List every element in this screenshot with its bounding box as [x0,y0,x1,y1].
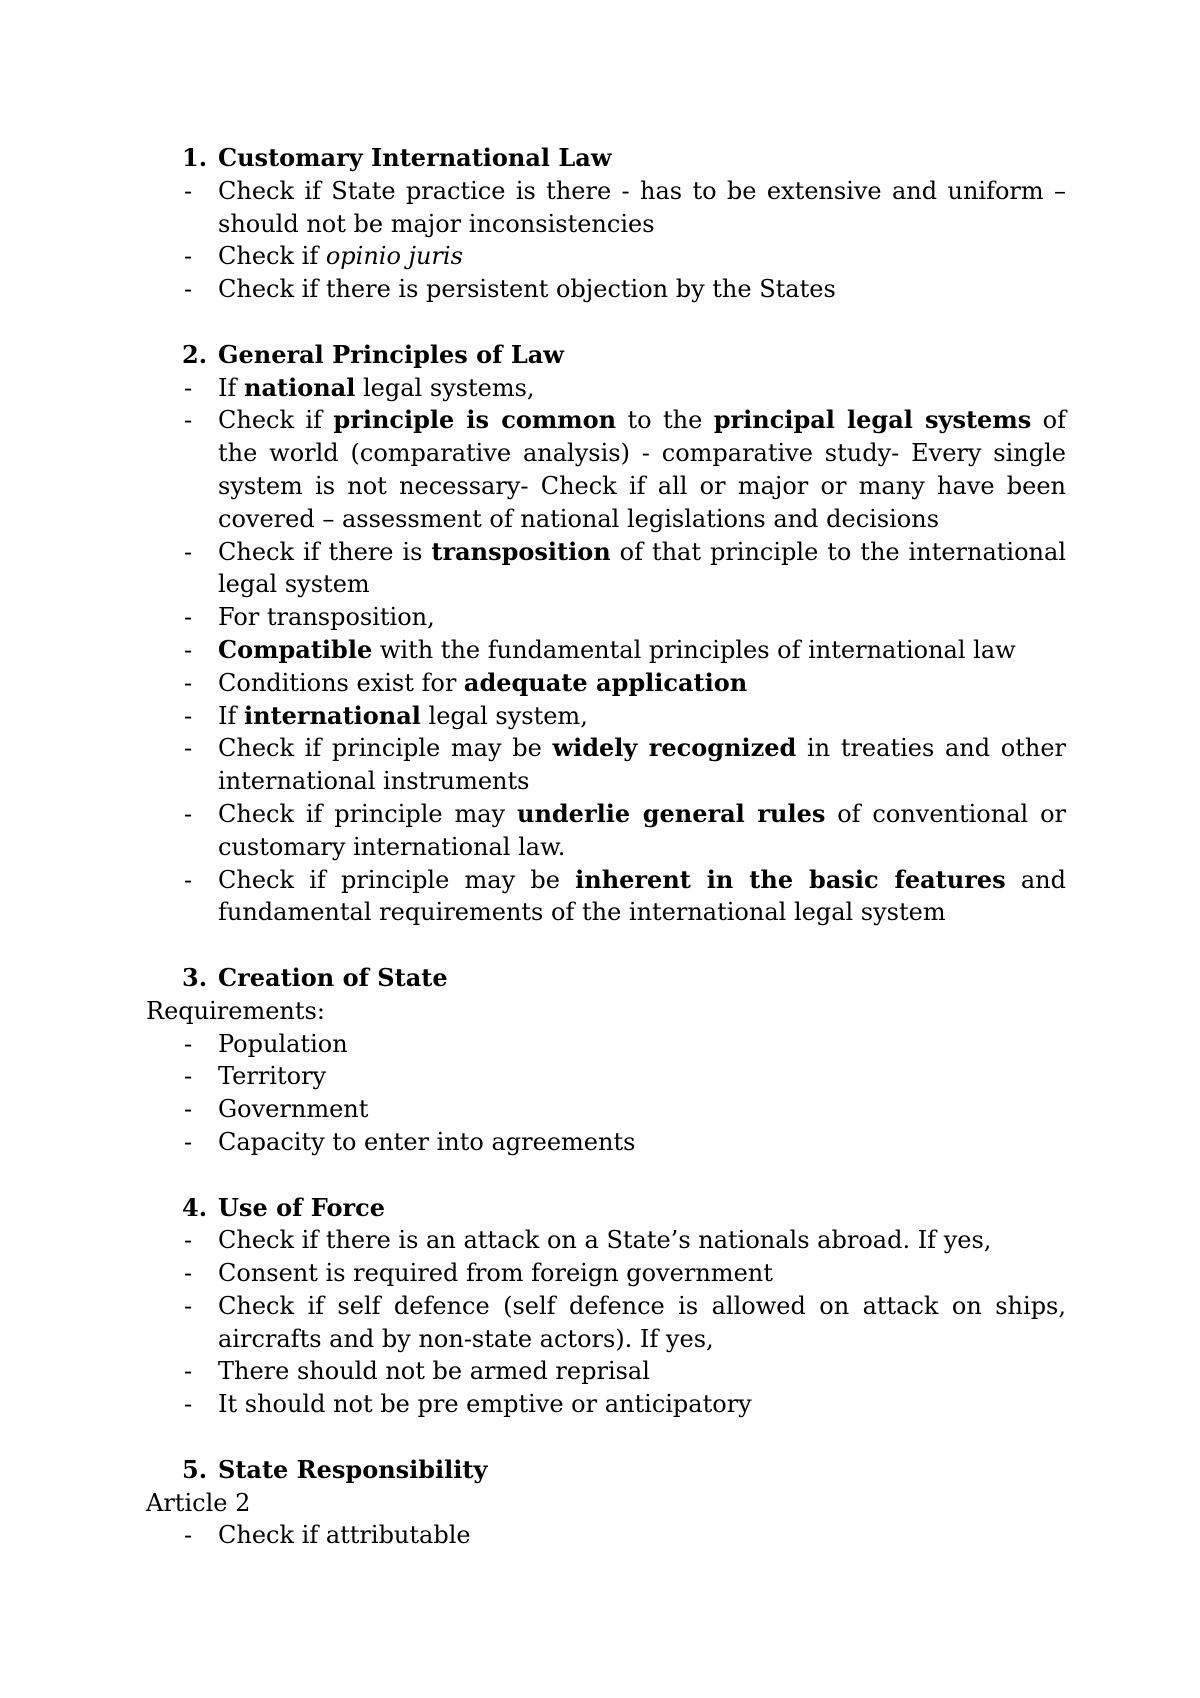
list-item [146,240,1066,273]
bold-text: inherent in the basic features [575,864,1006,894]
section-subtitle: Article 2 [146,1488,251,1517]
text-run: to the [616,406,714,435]
bold-text: underlie general rules [517,798,826,828]
bullet-list [146,372,1066,930]
section-number: 3. [182,962,208,992]
bullet-list [146,1519,1066,1552]
list-item [146,1093,1066,1126]
section-title: Creation of State [218,962,448,992]
text-run: Population [218,1029,348,1058]
italic-text: opinio juris [325,242,463,271]
bullet-dash: - [184,176,193,205]
section-number: 5. [182,1454,208,1484]
list-item [146,700,1066,733]
bullet-dash: - [184,373,193,402]
bullet-dash: - [184,635,193,664]
text-run: and fundamental requirements of the international legal system [218,865,1066,927]
bullet-dash: - [184,1521,193,1550]
text-run: of conventional or customary international law. [218,799,1066,861]
text-run: Capacity to enter into agreements [218,1127,636,1156]
list-item [146,1126,1066,1159]
text-run: with the fundamental principles of international law [372,635,1016,664]
section-number: 2. [182,339,208,369]
bullet-dash: - [184,734,193,763]
section [146,962,1066,1159]
bullet-list [146,175,1066,306]
text-run: Check if there is an attack on a State’s nationals abroad. If yes, [218,1226,992,1255]
bullet-dash: - [184,537,193,566]
bold-text: national [244,372,356,402]
bullet-dash: - [184,1291,193,1320]
list-item [146,175,1066,241]
text-run: Check if there is persistent objection by the States [218,275,836,304]
list-item [146,372,1066,405]
list-item [146,667,1066,700]
text-run: Territory [218,1062,327,1091]
text-run: Check if principle may be [218,734,553,763]
bullet-dash: - [184,799,193,828]
bold-text: principal legal systems [713,405,1032,435]
bullet-dash: - [184,701,193,730]
list-item [146,536,1066,602]
bold-text: Compatible [218,634,373,664]
list-item [146,864,1066,930]
text-run: Check if principle may [218,799,517,828]
list-item [146,634,1066,667]
section-heading [146,1454,1066,1487]
text-run: of that principle to the international legal system [218,537,1066,599]
section-title: Customary International Law [218,143,612,172]
bullet-dash: - [184,275,193,304]
section-subtitle: Requirements: [146,996,325,1025]
bullet-dash: - [184,1095,193,1124]
bold-text: international [244,700,421,730]
text-run: legal systems, [355,373,535,402]
list-item [146,798,1066,864]
section [146,339,1066,929]
list-item [146,1519,1066,1552]
section [146,1192,1066,1422]
section-number: 1. [182,143,208,172]
bullet-dash: - [184,1390,193,1419]
section-heading [146,962,1066,995]
bullet-list [146,1224,1066,1421]
bullet-dash: - [184,1029,193,1058]
text-run: Check if attributable [218,1521,471,1550]
section [146,142,1066,306]
list-item [146,404,1066,535]
section-heading [146,1192,1066,1225]
bullet-dash: - [184,1357,193,1386]
section-title: State Responsibility [218,1454,488,1484]
list-item [146,1257,1066,1290]
list-item [146,1355,1066,1388]
text-run: Check if principle may be [218,865,576,894]
list-item [146,1290,1066,1356]
bullet-dash: - [184,1062,193,1091]
text-run: Consent is required from foreign government [218,1259,773,1288]
text-run: Check if [218,406,334,435]
section [146,1454,1066,1552]
bullet-dash: - [184,406,193,435]
section-heading [146,142,1066,175]
text-run: If [218,373,244,402]
text-run: If [218,701,244,730]
section-number: 4. [182,1192,208,1222]
bullet-dash: - [184,668,193,697]
text-run: There should not be armed reprisal [218,1357,650,1386]
bold-text: transposition [431,536,611,566]
text-run: For transposition, [218,603,435,632]
list-item [146,1028,1066,1061]
list-item [146,1060,1066,1093]
text-run: legal system, [420,701,588,730]
document-content [146,142,1066,1552]
bullet-list [146,1028,1066,1159]
text-run: Conditions exist for [218,668,464,697]
bullet-dash: - [184,1127,193,1156]
list-item [146,1224,1066,1257]
list-item [146,732,1066,798]
list-item [146,273,1066,306]
text-run: Check if there is [218,537,432,566]
section-heading [146,339,1066,372]
text-run: of the world (comparative analysis) - comparative study- Every single system is not necessary- Check if all or major or many have been covered – assessment of national legislations and decisions [218,406,1066,533]
bold-text: principle is common [333,405,617,435]
text-run: Check if [218,242,326,271]
text-run: in treaties and other international instruments [218,734,1066,796]
bullet-dash: - [184,242,193,271]
bullet-dash: - [184,1226,193,1255]
section-title: Use of Force [218,1192,386,1222]
list-item [146,1388,1066,1421]
list-item [146,601,1066,634]
text-run: It should not be pre emptive or anticipatory [218,1390,752,1419]
text-run: Government [218,1095,369,1124]
bullet-dash: - [184,603,193,632]
text-run: Check if State practice is there - has to be extensive and uniform – should not be major inconsistencies [218,176,1066,238]
bold-text: widely recognized [552,733,797,763]
bullet-dash: - [184,865,193,894]
bullet-dash: - [184,1259,193,1288]
section-title: General Principles of Law [218,339,564,369]
text-run: Check if self defence (self defence is allowed on attack on ships, aircrafts and by non-state actors). If yes, [218,1291,1066,1353]
bold-text: adequate application [463,667,748,697]
